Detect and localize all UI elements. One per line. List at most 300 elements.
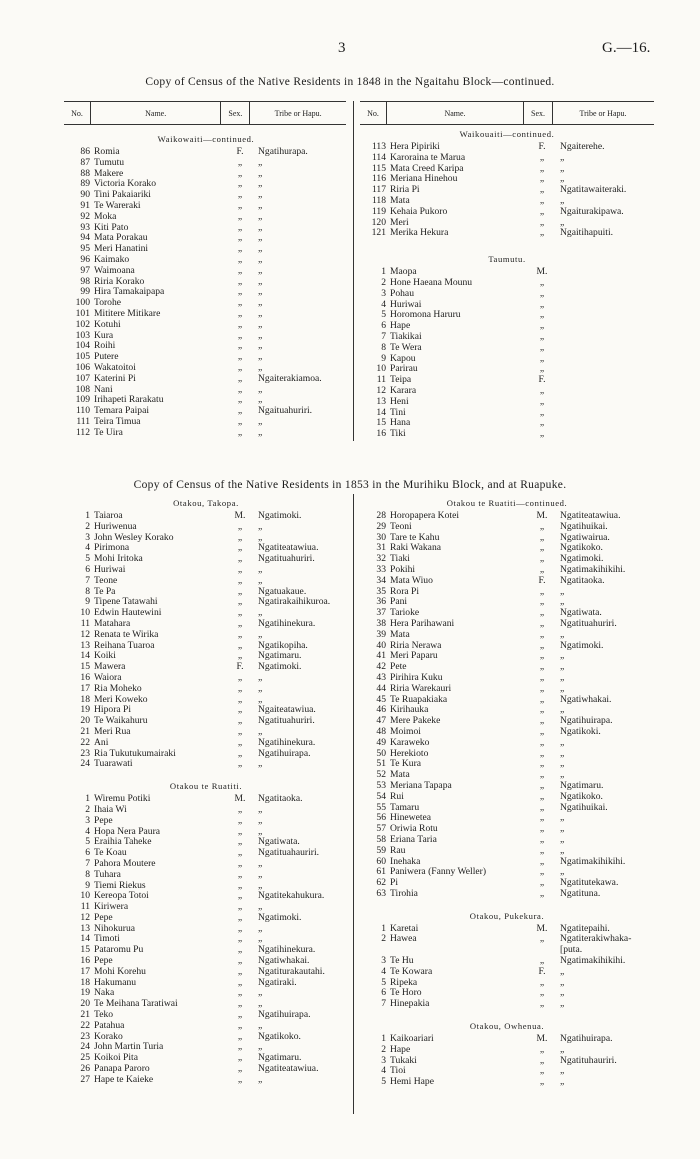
table-row (360, 397, 654, 408)
row-number: 50 (376, 747, 386, 759)
row-name: Eriana Taria (390, 833, 437, 845)
row-name: Hape (390, 1043, 411, 1055)
row-tribe: „ (258, 329, 263, 341)
row-name: Pani (390, 596, 408, 608)
row-sex: M. (536, 266, 548, 278)
row-tribe (556, 310, 662, 321)
row-sex: „ (539, 151, 545, 163)
row-name: Naka (94, 987, 115, 999)
row-tribe: „ (258, 361, 263, 373)
table-row (64, 816, 348, 827)
row-name: Mata (390, 194, 410, 206)
row-sex: „ (539, 790, 545, 802)
row-sex: F. (538, 374, 546, 386)
row-tribe: „ (258, 758, 263, 770)
row-name: Panapa Paroro (94, 1063, 150, 1075)
row-number: 9 (381, 352, 386, 364)
row-number: 105 (75, 351, 90, 363)
row-tribe: Ngaiturakipawa. (560, 205, 624, 217)
row-name: Tiaki (390, 553, 410, 565)
row-name: Pepe (94, 814, 113, 826)
row-name: Ripeka (390, 976, 418, 988)
row-sex: „ (539, 363, 545, 375)
row-tribe: Ngatimoki. (560, 553, 604, 565)
row-number: 57 (376, 823, 386, 835)
row-sex: „ (539, 384, 545, 396)
row-number: 26 (80, 1063, 90, 1075)
row-number: 106 (75, 361, 90, 373)
row-name: Kotuhi (94, 318, 121, 330)
row-number: 20 (80, 998, 90, 1010)
row-name: Tukaki (390, 1054, 417, 1066)
row-name: Tarioke (390, 607, 420, 619)
row-name: Riria Nerawa (390, 639, 442, 651)
row-tribe: „ (560, 704, 565, 716)
row-tribe: Ngatitutekawa. (560, 877, 619, 889)
row-tribe: „ (258, 297, 263, 309)
row-number: 39 (376, 628, 386, 640)
row-sex: „ (539, 998, 545, 1010)
row-number: 24 (80, 758, 90, 770)
row-name: Hera Pipiriki (390, 141, 440, 152)
table-row (360, 781, 654, 792)
row-name: Te Wareraki (94, 199, 141, 211)
table-row (64, 428, 348, 439)
row-sex: „ (237, 976, 243, 988)
row-name: Hone Haeana Mounu (390, 276, 473, 288)
table-row (64, 759, 348, 770)
row-tribe: „ (258, 922, 263, 934)
row-name: Hape (390, 320, 411, 332)
row-name: Mohi Korehu (94, 965, 146, 977)
row-name: Karaweko (390, 736, 430, 748)
row-name: Heni (390, 395, 409, 407)
row-sex: „ (539, 758, 545, 770)
row-tribe: „ (258, 351, 263, 363)
row-tribe (556, 429, 662, 440)
row-tribe: „ (560, 1076, 565, 1088)
row-number: 112 (75, 426, 90, 438)
row-sex: M. (536, 922, 548, 934)
row-tribe: „ (258, 167, 263, 179)
table-row (360, 630, 654, 641)
table-row (360, 934, 654, 945)
row-number: 35 (376, 585, 386, 597)
row-tribe: Ngatiturakautahi. (258, 965, 325, 977)
row-number: 96 (80, 253, 90, 265)
row-tribe: „ (560, 1043, 565, 1055)
row-name: Riria Pi (390, 184, 420, 196)
row-number: 8 (381, 341, 386, 353)
row-tribe: Ngaituahuriri. (258, 405, 313, 417)
row-number: 15 (80, 944, 90, 956)
row-sex: „ (237, 650, 243, 662)
row-sex: „ (539, 725, 545, 737)
row-sex: „ (539, 227, 545, 239)
row-number: 7 (381, 998, 386, 1010)
row-number: 5 (381, 309, 386, 321)
row-name: Tiki (390, 428, 406, 440)
row-tribe: Ngatihinekura. (258, 944, 316, 956)
row-tribe: „ (258, 825, 263, 837)
row-number: 13 (80, 639, 90, 651)
row-name: Meri Hanatini (94, 243, 149, 255)
row-sex: „ (539, 1054, 545, 1066)
row-name: Teira Timua (94, 415, 141, 427)
row-tribe: „ (560, 747, 565, 759)
row-name: Rau (390, 844, 406, 856)
row-sex: „ (237, 814, 243, 826)
row-sex: „ (539, 779, 545, 791)
row-number: 44 (376, 682, 386, 694)
row-tribe: Ngatiwhakai. (258, 955, 310, 967)
row-tribe: „ (258, 574, 263, 586)
row-sex: M. (234, 510, 246, 521)
row-name: Huriwenua (94, 520, 137, 532)
row-sex: „ (237, 1063, 243, 1075)
row-tribe: Ngatihuirapa. (258, 1009, 311, 1021)
row-tribe: Ngatihinekura. (258, 617, 316, 629)
row-name: Tare te Kahu (390, 531, 440, 543)
row-tribe: Ngatikoko. (560, 542, 603, 554)
row-sex: „ (237, 361, 243, 373)
row-sex: „ (237, 671, 243, 683)
row-tribe: „ (560, 628, 565, 640)
row-tribe: „ (258, 693, 263, 705)
col-no: No. (71, 108, 83, 118)
row-number: 10 (80, 890, 90, 902)
row-number: 120 (371, 216, 386, 228)
row-sex: „ (237, 329, 243, 341)
row-name: Horomona Haruru (390, 309, 461, 321)
row-sex: „ (539, 833, 545, 845)
row-sex: „ (539, 866, 545, 878)
row-sex: „ (539, 617, 545, 629)
row-name: Tini (390, 406, 406, 418)
table1-right (360, 128, 654, 440)
row-name: Mititere Mitikare (94, 307, 161, 319)
row-name: Kirihauka (390, 704, 429, 716)
row-tribe: „ (258, 901, 263, 913)
row-tribe: Ngaiterakiamoa. (258, 372, 322, 384)
row-sex: „ (237, 372, 243, 384)
row-name: Pete (390, 661, 407, 673)
row-name: Tiemi Riekus (94, 879, 146, 891)
row-name: Riria Korako (94, 275, 145, 287)
row-sex: „ (539, 352, 545, 364)
row-number: 16 (376, 428, 386, 440)
row-name: Hape te Kaieke (94, 1073, 154, 1085)
row-name: Te Waikahuru (94, 715, 148, 727)
row-number: 16 (80, 955, 90, 967)
row-tribe: Ngatikoko. (258, 1030, 301, 1042)
row-tribe (556, 354, 662, 365)
row-name: Tini Pakaiariki (94, 189, 151, 201)
row-sex: „ (237, 394, 243, 406)
row-name: Tiakikai (390, 330, 422, 342)
row-number: 3 (381, 1054, 386, 1066)
row-tribe: „ (560, 844, 565, 856)
row-number: 118 (371, 194, 386, 206)
row-tribe: „ (560, 596, 565, 608)
table-row (64, 870, 348, 881)
row-number: 4 (85, 542, 90, 554)
row-sex: „ (539, 205, 545, 217)
row-name: Ani (94, 736, 109, 748)
row-tribe: „ (560, 736, 565, 748)
row-number: 2 (85, 803, 90, 815)
row-sex: „ (237, 758, 243, 770)
row-name: Riria Warekauri (390, 682, 452, 694)
row-number: 97 (80, 264, 90, 276)
row-name: Moka (94, 210, 117, 222)
row-name: Horopapera Kotei (390, 510, 459, 521)
col-name: Name. (145, 108, 167, 118)
row-sex: „ (539, 406, 545, 418)
row-number: 89 (80, 178, 90, 190)
row-number: 3 (85, 814, 90, 826)
row-number: 31 (376, 542, 386, 554)
row-name: Temara Paipai (94, 405, 149, 417)
row-number: 94 (80, 232, 90, 244)
table-row (64, 374, 348, 385)
row-name: Mata (390, 769, 410, 781)
row-sex: „ (237, 531, 243, 543)
row-tribe: „ (560, 173, 565, 185)
row-sex: „ (237, 253, 243, 265)
row-name: Hira Tamakaipapa (94, 286, 165, 298)
row-number: 4 (85, 825, 90, 837)
row-name: Nani (94, 383, 113, 395)
row-number: 15 (80, 661, 90, 673)
row-sex: „ (237, 553, 243, 565)
row-name: Romia (94, 146, 120, 157)
row-number: 107 (75, 372, 90, 384)
row-sex: „ (539, 287, 545, 299)
row-sex: „ (539, 520, 545, 532)
row-number: 47 (376, 715, 386, 727)
page-reference: G.—16. (602, 40, 651, 56)
table-row (64, 1075, 348, 1086)
row-tribe: Ngatimakihikihi. (560, 855, 626, 867)
row-number: 22 (80, 1019, 90, 1031)
row-sex: „ (539, 320, 545, 332)
row-name: Ria Moheko (94, 682, 142, 694)
row-number: 3 (381, 955, 386, 967)
row-name: Mohi Iritoka (94, 553, 143, 565)
row-number: 1 (85, 510, 90, 521)
row-tribe: Ngatimaru. (258, 1052, 302, 1064)
section-heading: Otakou, Pukekura. (469, 910, 545, 921)
row-tribe: „ (560, 151, 565, 163)
row-name: Hemi Hape (390, 1076, 434, 1088)
table-row (360, 207, 654, 218)
row-sex: „ (539, 330, 545, 342)
row-number: 37 (376, 607, 386, 619)
row-tribe: Ngatitawaiteraki. (560, 184, 627, 196)
row-tribe: „ (560, 671, 565, 683)
row-tribe: „ (560, 585, 565, 597)
row-tribe: „ (258, 814, 263, 826)
row-tribe: Ngatituna. (560, 887, 601, 899)
row-number: 113 (371, 141, 386, 152)
row-tribe: „ (258, 682, 263, 694)
row-number: 16 (80, 671, 90, 683)
row-name: Hipora Pi (94, 704, 132, 716)
row-name: Kereopa Totoi (94, 890, 149, 902)
row-name: Rui (390, 790, 404, 802)
row-tribe: „ (258, 933, 263, 945)
row-number: 6 (381, 320, 386, 332)
row-name: Wiremu Potiki (94, 793, 151, 805)
row-sex: „ (539, 933, 545, 945)
row-number: 109 (75, 394, 90, 406)
row-number: 61 (376, 866, 386, 878)
row-tribe: Ngatimaru. (560, 779, 604, 791)
section-heading: Waikowaiti—continued. (157, 134, 255, 144)
row-tribe (556, 267, 662, 278)
row-name: Te Koau (94, 847, 127, 859)
row-sex: F. (236, 661, 244, 673)
row-tribe: „ (258, 607, 263, 619)
row-number: 104 (75, 340, 90, 352)
row-number: 53 (376, 779, 386, 791)
row-sex: „ (539, 596, 545, 608)
row-sex: „ (539, 887, 545, 899)
row-number: 46 (376, 704, 386, 716)
row-tribe: Ngatuakaue. (258, 585, 307, 597)
row-name: Ria Tukutukumairaki (94, 747, 176, 759)
row-number: 18 (80, 976, 90, 988)
row-tribe: „ (560, 1065, 565, 1077)
row-sex: „ (539, 563, 545, 575)
row-sex: „ (237, 297, 243, 309)
row-number: 2 (381, 1043, 386, 1055)
row-sex: „ (237, 933, 243, 945)
row-name: Mata Creed Karipa (390, 162, 464, 174)
row-number: 42 (376, 661, 386, 673)
row-tribe (556, 343, 662, 354)
row-name: Merika Hekura (390, 227, 449, 239)
row-tribe: „ (258, 628, 263, 640)
row-sex: „ (237, 189, 243, 201)
row-sex: „ (237, 520, 243, 532)
row-name: Meriana Hinehou (390, 173, 458, 185)
row-tribe: „ (258, 987, 263, 999)
row-sex: „ (237, 682, 243, 694)
row-name: Kiriwera (94, 901, 129, 913)
row-number: 4 (381, 965, 386, 977)
row-number: 3 (85, 531, 90, 543)
row-name: Victoria Korako (94, 178, 157, 190)
table-row (360, 738, 654, 749)
row-tribe: Ngatimaru. (258, 650, 302, 662)
row-tribe (556, 408, 662, 419)
row-number: 18 (80, 693, 90, 705)
row-tribe: Ngatiteatawiua. (258, 1063, 319, 1075)
row-number: 100 (75, 297, 90, 309)
row-tribe: „ (258, 221, 263, 233)
row-sex: „ (237, 825, 243, 837)
row-tribe: „ (560, 823, 565, 835)
row-name: Waimoana (94, 264, 135, 276)
row-name: Maopa (390, 266, 417, 278)
row-number: 32 (376, 553, 386, 565)
row-tribe: „ (258, 520, 263, 532)
row-name: Renata te Wirika (94, 628, 159, 640)
row-name: Pohau (390, 287, 414, 299)
row-number: 21 (80, 1009, 90, 1021)
row-tribe (556, 321, 662, 332)
row-number: 99 (80, 286, 90, 298)
row-name: Mawera (94, 661, 126, 673)
row-tribe: „ (560, 162, 565, 174)
row-sex: „ (237, 628, 243, 640)
row-number: 1 (381, 1033, 386, 1045)
row-tribe: „ (258, 563, 263, 575)
col-name: Name. (444, 108, 466, 118)
row-name: Tumutu (94, 156, 125, 168)
row-sex: „ (237, 264, 243, 276)
row-tribe: „ (560, 769, 565, 781)
row-sex: „ (539, 747, 545, 759)
row-sex: „ (539, 987, 545, 999)
row-sex: „ (539, 531, 545, 543)
row-number: 24 (80, 1041, 90, 1053)
row-tribe: Ngatiwhakai. (560, 693, 612, 705)
row-sex: „ (237, 1073, 243, 1085)
row-tribe: „ (258, 318, 263, 330)
row-sex: „ (237, 340, 243, 352)
row-tribe (556, 300, 662, 311)
row-name: Pahora Moutere (94, 857, 156, 869)
row-sex: „ (237, 879, 243, 891)
row-tribe: „ (560, 661, 565, 673)
row-number: 19 (80, 704, 90, 716)
row-tribe: „ (258, 394, 263, 406)
row-number: 92 (80, 210, 90, 222)
row-tribe: „ (560, 682, 565, 694)
row-tribe: Ngatimoki. (560, 639, 604, 651)
row-name: Pirimona (94, 542, 130, 554)
row-sex: „ (237, 563, 243, 575)
row-name: Te Kura (390, 758, 422, 770)
row-name: Kiti Pato (94, 221, 129, 233)
row-sex: „ (539, 585, 545, 597)
row-number: 5 (381, 976, 386, 988)
table-row (360, 576, 654, 587)
row-sex: „ (237, 596, 243, 608)
row-number: 102 (75, 318, 90, 330)
row-tribe: Ngatiwata. (258, 836, 300, 848)
row-tribe: „ (258, 725, 263, 737)
row-sex: „ (237, 243, 243, 255)
table2-title: Copy of Census of the Native Residents in 1853 in the Murihiku Block, and at Ruapuke. (133, 479, 567, 491)
row-name: Raki Wakana (390, 542, 441, 554)
row-name: Hera Parihawani (390, 617, 455, 629)
row-sex: „ (237, 715, 243, 727)
row-sex: „ (237, 585, 243, 597)
row-sex: „ (539, 682, 545, 694)
row-tribe (556, 418, 662, 429)
row-number: 23 (80, 747, 90, 759)
row-tribe: „ (258, 243, 263, 255)
row-number: 87 (80, 156, 90, 168)
row-sex: „ (237, 1009, 243, 1021)
row-tribe: Ngatimakihikihi. (560, 563, 626, 575)
row-tribe: Ngatitepaihi. (560, 922, 610, 934)
row-name: Kaikoariari (390, 1033, 434, 1045)
